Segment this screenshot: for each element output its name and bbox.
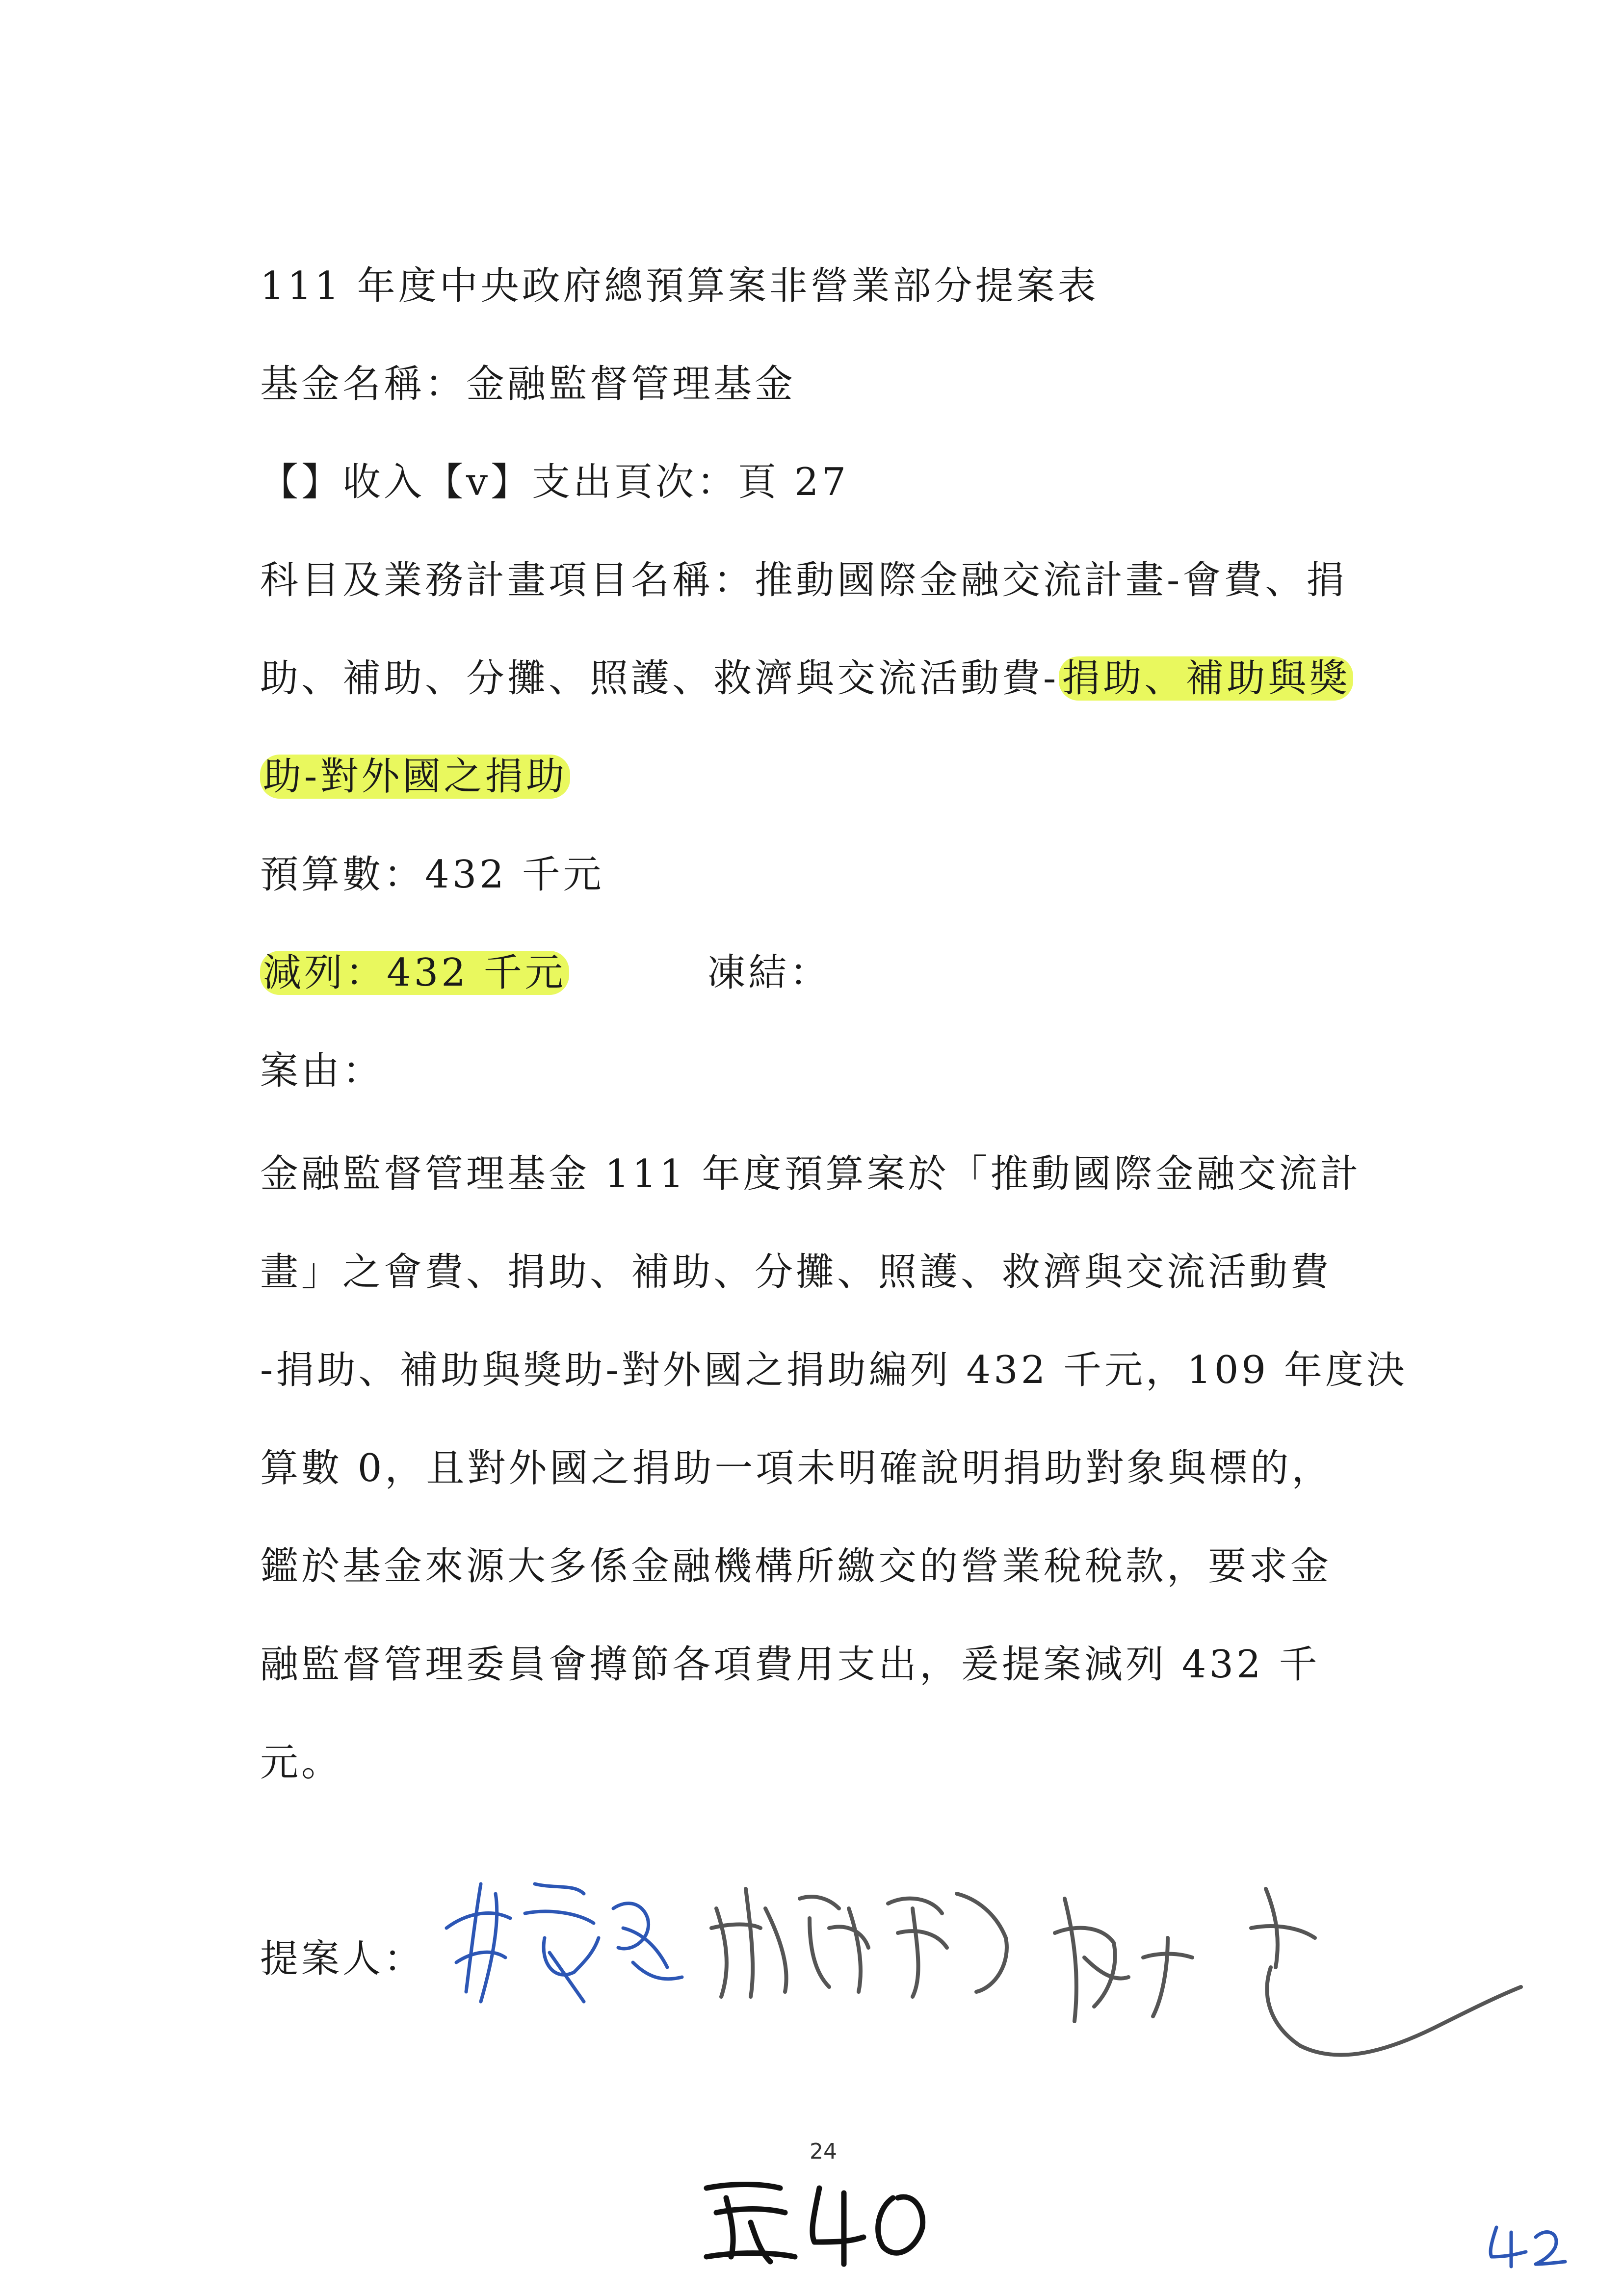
reason-label: 案由： xyxy=(260,1049,384,1093)
signature-li xyxy=(437,1854,692,2011)
document-title: 111 年度中央政府總預算案非營業部分提案表 xyxy=(260,264,1099,308)
item-line-2 xyxy=(260,648,1353,703)
freeze-label: 凍結： xyxy=(707,951,831,995)
handwritten-stamp xyxy=(697,2168,932,2267)
item-line-3-highlight: 助-對外國之捐助 xyxy=(260,755,570,799)
signature-lin xyxy=(702,1850,1021,2007)
budget-amount: 預算數：432 千元 xyxy=(260,853,604,897)
reason-line: 算數 0，且對外國之捐助一項未明確說明捐助對象與標的， xyxy=(260,1446,1333,1490)
item-line-1: 科目及業務計畫項目名稱：推動國際金融交流計畫-會費、捐 xyxy=(260,558,1348,602)
type-line: 【】收入【v】支出頁次：頁 27 xyxy=(260,460,849,504)
reduction-amount: 減列：432 千元 xyxy=(260,951,569,995)
item-line-2-plain: 助、補助、分攤、照護、救濟與交流活動費- xyxy=(260,656,1059,701)
reason-line: -捐助、補助與獎助-對外國之捐助編列 432 千元，109 年度決 xyxy=(260,1348,1408,1392)
item-line-2-highlight: 捐助、補助與獎 xyxy=(1059,656,1353,701)
signature-fei xyxy=(1045,1859,1536,2085)
item-line-3 xyxy=(260,746,570,801)
fund-name: 基金名稱：金融監督管理基金 xyxy=(260,362,796,406)
page-number: 24 xyxy=(810,2139,837,2164)
reason-line: 金融監督管理基金 111 年度預算案於「推動國際金融交流計 xyxy=(260,1152,1362,1196)
reason-line: 元。 xyxy=(260,1741,343,1785)
reason-line: 畫」之會費、捐助、補助、分攤、照護、救濟與交流活動費 xyxy=(260,1250,1332,1294)
corner-mark xyxy=(1482,2218,1570,2271)
reduction-line xyxy=(260,942,831,997)
reason-line: 融監督管理委員會撙節各項費用支出，爰提案減列 432 千 xyxy=(260,1643,1320,1687)
proposer-label: 提案人： xyxy=(260,1937,425,1981)
reason-line: 鑑於基金來源大多係金融機構所繳交的營業稅稅款，要求金 xyxy=(260,1544,1332,1589)
